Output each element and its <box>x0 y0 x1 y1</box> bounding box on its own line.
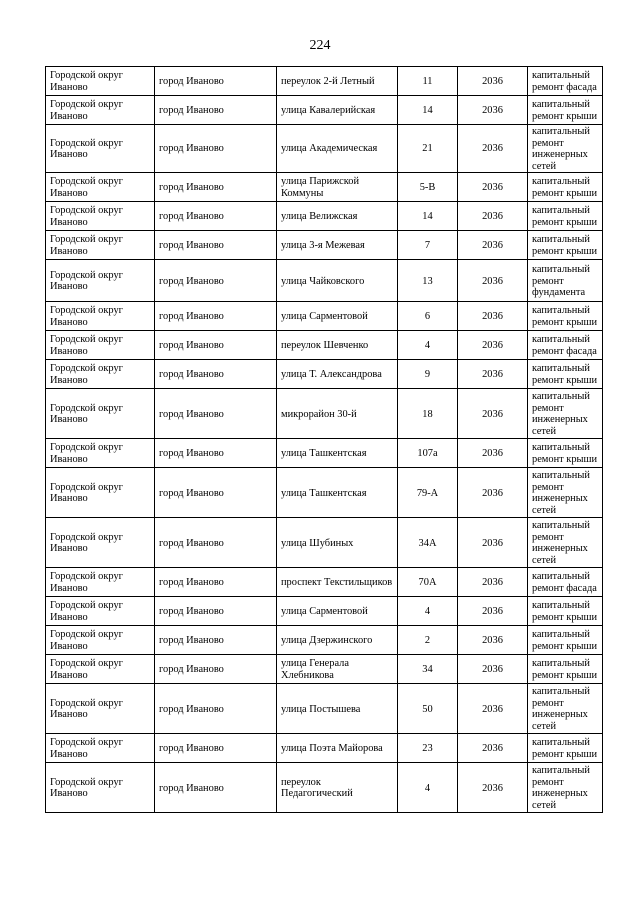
year-cell: 2036 <box>458 67 528 96</box>
street-cell: переулок 2-й Летный <box>277 67 398 96</box>
table-row <box>46 389 603 439</box>
house-number-cell: 34А <box>398 518 458 568</box>
street-cell: улица Шубиных <box>277 518 398 568</box>
table-row <box>46 655 603 684</box>
house-number-cell: 9 <box>398 360 458 389</box>
year-cell: 2036 <box>458 655 528 684</box>
table-row <box>46 518 603 568</box>
house-number-cell: 4 <box>398 763 458 813</box>
work-type-cell: капитальный ремонт крыши <box>528 173 603 202</box>
street-cell: улица Сарментовой <box>277 597 398 626</box>
table-row <box>46 439 603 468</box>
work-type-cell: капитальный ремонт крыши <box>528 734 603 763</box>
house-number-cell: 18 <box>398 389 458 439</box>
district-cell: Городской округ Иваново <box>46 360 155 389</box>
city-cell: город Иваново <box>155 763 277 813</box>
street-cell: улица Ташкентская <box>277 468 398 518</box>
street-cell: улица Поэта Майорова <box>277 734 398 763</box>
street-cell: микрорайон 30-й <box>277 389 398 439</box>
work-type-cell: капитальный ремонт крыши <box>528 626 603 655</box>
street-cell: улица Постышева <box>277 684 398 734</box>
district-cell: Городской округ Иваново <box>46 568 155 597</box>
table-row <box>46 173 603 202</box>
year-cell: 2036 <box>458 684 528 734</box>
district-cell: Городской округ Иваново <box>46 302 155 331</box>
year-cell: 2036 <box>458 231 528 260</box>
table-row <box>46 302 603 331</box>
year-cell: 2036 <box>458 734 528 763</box>
work-type-cell: капитальный ремонт крыши <box>528 360 603 389</box>
house-number-cell: 4 <box>398 597 458 626</box>
year-cell: 2036 <box>458 260 528 302</box>
page-number: 224 <box>309 38 331 53</box>
city-cell: город Иваново <box>155 302 277 331</box>
work-type-cell: капитальный ремонт крыши <box>528 202 603 231</box>
year-cell: 2036 <box>458 389 528 439</box>
house-number-cell: 34 <box>398 655 458 684</box>
street-cell: переулок Педагогический <box>277 763 398 813</box>
city-cell: город Иваново <box>155 67 277 96</box>
year-cell: 2036 <box>458 202 528 231</box>
street-cell: улица Кавалерийская <box>277 96 398 125</box>
city-cell: город Иваново <box>155 684 277 734</box>
year-cell: 2036 <box>458 597 528 626</box>
district-cell: Городской округ Иваново <box>46 331 155 360</box>
work-type-cell: капитальный ремонт фасада <box>528 568 603 597</box>
table-row <box>46 684 603 734</box>
street-cell: улица Парижской Коммуны <box>277 173 398 202</box>
table-row <box>46 734 603 763</box>
street-cell: улица Академическая <box>277 125 398 173</box>
year-cell: 2036 <box>458 360 528 389</box>
house-number-cell: 70А <box>398 568 458 597</box>
table-row <box>46 96 603 125</box>
table-row <box>46 468 603 518</box>
work-type-cell: капитальный ремонт фундамента <box>528 260 603 302</box>
work-type-cell: капитальный ремонт крыши <box>528 231 603 260</box>
work-type-cell: капитальный ремонт крыши <box>528 96 603 125</box>
house-number-cell: 11 <box>398 67 458 96</box>
city-cell: город Иваново <box>155 231 277 260</box>
district-cell: Городской округ Иваново <box>46 655 155 684</box>
city-cell: город Иваново <box>155 96 277 125</box>
year-cell: 2036 <box>458 173 528 202</box>
house-number-cell: 50 <box>398 684 458 734</box>
street-cell: улица Велижская <box>277 202 398 231</box>
year-cell: 2036 <box>458 96 528 125</box>
city-cell: город Иваново <box>155 568 277 597</box>
work-type-cell: капитальный ремонт крыши <box>528 655 603 684</box>
city-cell: город Иваново <box>155 125 277 173</box>
city-cell: город Иваново <box>155 626 277 655</box>
work-type-cell: капитальный ремонт крыши <box>528 439 603 468</box>
district-cell: Городской округ Иваново <box>46 173 155 202</box>
house-number-cell: 23 <box>398 734 458 763</box>
district-cell: Городской округ Иваново <box>46 518 155 568</box>
city-cell: город Иваново <box>155 518 277 568</box>
year-cell: 2036 <box>458 518 528 568</box>
city-cell: город Иваново <box>155 389 277 439</box>
house-number-cell: 6 <box>398 302 458 331</box>
table-row <box>46 331 603 360</box>
district-cell: Городской округ Иваново <box>46 125 155 173</box>
street-cell: улица Чайковского <box>277 260 398 302</box>
city-cell: город Иваново <box>155 468 277 518</box>
year-cell: 2036 <box>458 468 528 518</box>
house-number-cell: 13 <box>398 260 458 302</box>
table-row <box>46 202 603 231</box>
district-cell: Городской округ Иваново <box>46 468 155 518</box>
work-type-cell: капитальный ремонт инженерных сетей <box>528 518 603 568</box>
district-cell: Городской округ Иваново <box>46 202 155 231</box>
street-cell: проспект Текстильщиков <box>277 568 398 597</box>
city-cell: город Иваново <box>155 260 277 302</box>
year-cell: 2036 <box>458 763 528 813</box>
table-row <box>46 626 603 655</box>
work-type-cell: капитальный ремонт фасада <box>528 67 603 96</box>
work-type-cell: капитальный ремонт инженерных сетей <box>528 389 603 439</box>
street-cell: переулок Шевченко <box>277 331 398 360</box>
district-cell: Городской округ Иваново <box>46 734 155 763</box>
repair-schedule-table <box>45 66 603 813</box>
work-type-cell: капитальный ремонт крыши <box>528 597 603 626</box>
city-cell: город Иваново <box>155 202 277 231</box>
street-cell: улица Сарментовой <box>277 302 398 331</box>
city-cell: город Иваново <box>155 360 277 389</box>
city-cell: город Иваново <box>155 734 277 763</box>
table-body <box>46 67 603 813</box>
year-cell: 2036 <box>458 125 528 173</box>
year-cell: 2036 <box>458 439 528 468</box>
year-cell: 2036 <box>458 626 528 655</box>
street-cell: улица Т. Александрова <box>277 360 398 389</box>
street-cell: улица Дзержинского <box>277 626 398 655</box>
district-cell: Городской округ Иваново <box>46 684 155 734</box>
house-number-cell: 14 <box>398 96 458 125</box>
city-cell: город Иваново <box>155 439 277 468</box>
year-cell: 2036 <box>458 331 528 360</box>
house-number-cell: 79-А <box>398 468 458 518</box>
house-number-cell: 7 <box>398 231 458 260</box>
district-cell: Городской округ Иваново <box>46 763 155 813</box>
table-row <box>46 568 603 597</box>
work-type-cell: капитальный ремонт инженерных сетей <box>528 468 603 518</box>
work-type-cell: капитальный ремонт крыши <box>528 302 603 331</box>
work-type-cell: капитальный ремонт фасада <box>528 331 603 360</box>
house-number-cell: 5-В <box>398 173 458 202</box>
house-number-cell: 21 <box>398 125 458 173</box>
district-cell: Городской округ Иваново <box>46 96 155 125</box>
street-cell: улица Генерала Хлебникова <box>277 655 398 684</box>
district-cell: Городской округ Иваново <box>46 67 155 96</box>
street-cell: улица 3-я Межевая <box>277 231 398 260</box>
house-number-cell: 107а <box>398 439 458 468</box>
table-row <box>46 67 603 96</box>
city-cell: город Иваново <box>155 173 277 202</box>
street-cell: улица Ташкентская <box>277 439 398 468</box>
year-cell: 2036 <box>458 568 528 597</box>
table-row <box>46 125 603 173</box>
year-cell: 2036 <box>458 302 528 331</box>
district-cell: Городской округ Иваново <box>46 439 155 468</box>
district-cell: Городской округ Иваново <box>46 597 155 626</box>
table-row <box>46 360 603 389</box>
city-cell: город Иваново <box>155 597 277 626</box>
district-cell: Городской округ Иваново <box>46 231 155 260</box>
house-number-cell: 2 <box>398 626 458 655</box>
city-cell: город Иваново <box>155 331 277 360</box>
table-row <box>46 597 603 626</box>
table-row <box>46 231 603 260</box>
table-row <box>46 763 603 813</box>
district-cell: Городской округ Иваново <box>46 389 155 439</box>
work-type-cell: капитальный ремонт инженерных сетей <box>528 125 603 173</box>
table-row <box>46 260 603 302</box>
house-number-cell: 14 <box>398 202 458 231</box>
district-cell: Городской округ Иваново <box>46 260 155 302</box>
work-type-cell: капитальный ремонт инженерных сетей <box>528 684 603 734</box>
city-cell: город Иваново <box>155 655 277 684</box>
house-number-cell: 4 <box>398 331 458 360</box>
work-type-cell: капитальный ремонт инженерных сетей <box>528 763 603 813</box>
district-cell: Городской округ Иваново <box>46 626 155 655</box>
